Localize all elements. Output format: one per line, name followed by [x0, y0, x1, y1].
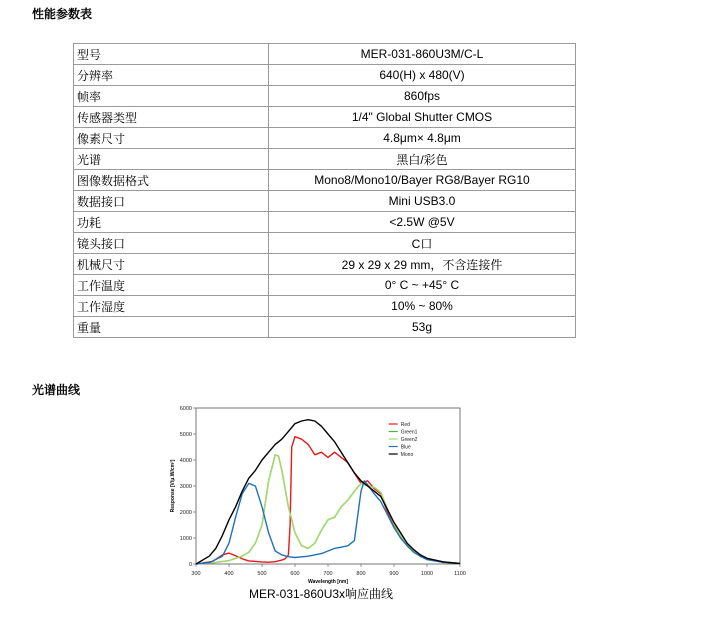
spec-key: 型号	[74, 44, 269, 65]
spec-row	[74, 191, 576, 212]
x-tick-label: 1000	[420, 571, 434, 577]
x-tick-label: 400	[224, 571, 234, 577]
spec-value: 860fps	[269, 86, 576, 107]
y-tick-label: 6000	[179, 406, 192, 412]
spec-key: 重量	[74, 317, 269, 338]
spec-row	[74, 170, 576, 191]
x-tick-label: 700	[323, 571, 333, 577]
spec-key: 分辨率	[74, 65, 269, 86]
spec-key: 工作湿度	[74, 296, 269, 317]
spec-value: Mono8/Mono10/Bayer RG8/Bayer RG10	[269, 170, 576, 191]
x-tick-label: 500	[257, 571, 267, 577]
x-tick-label: 900	[389, 571, 399, 577]
y-tick-label: 0	[188, 562, 192, 568]
spec-value: Mini USB3.0	[269, 191, 576, 212]
spec-row	[74, 65, 576, 86]
legend-label: Red	[400, 421, 410, 428]
spec-row	[74, 212, 576, 233]
plot-frame	[196, 408, 460, 564]
spec-value: 29 x 29 x 29 mm，不含连接件	[269, 254, 576, 275]
spec-row	[74, 233, 576, 254]
spec-value: MER-031-860U3M/C-L	[269, 44, 576, 65]
spectrum-section-title: 光谱曲线	[32, 383, 81, 397]
spec-value: 4.8μm× 4.8μm	[269, 128, 576, 149]
y-tick-label: 5000	[179, 432, 192, 438]
spec-key: 帧率	[74, 86, 269, 107]
spec-row	[74, 254, 576, 275]
spec-value: <2.5W @5V	[269, 212, 576, 233]
legend-label: Green2	[400, 436, 418, 443]
spec-key: 像素尺寸	[74, 128, 269, 149]
spec-key: 传感器类型	[74, 107, 269, 128]
spec-row	[74, 275, 576, 296]
spec-key: 工作温度	[74, 275, 269, 296]
x-tick-label: 600	[290, 571, 300, 577]
legend-label: Green1	[400, 429, 418, 436]
spec-key: 图像数据格式	[74, 170, 269, 191]
x-tick-label: 800	[356, 571, 366, 577]
x-tick-label: 300	[191, 571, 201, 577]
x-axis-label: Wavelength [nm]	[307, 579, 349, 585]
spec-table	[73, 43, 576, 338]
spec-value: 1/4" Global Shutter CMOS	[269, 107, 576, 128]
spec-row	[74, 44, 576, 65]
spectral-response-chart	[160, 398, 470, 585]
spec-value: 53g	[269, 317, 576, 338]
chart-caption: MER-031-860U3x响应曲线	[249, 587, 394, 601]
spec-row	[74, 149, 576, 170]
x-tick-label: 1100	[454, 571, 466, 577]
y-tick-label: 4000	[179, 458, 192, 464]
spec-row	[74, 86, 576, 107]
spec-key: 光谱	[74, 149, 269, 170]
y-tick-label: 1000	[179, 536, 192, 542]
y-tick-label: 3000	[179, 484, 192, 490]
spec-value: 黑白/彩色	[269, 149, 576, 170]
y-axis-label: Response [V/μ.W/cm²]	[170, 459, 176, 513]
spec-key: 机械尺寸	[74, 254, 269, 275]
spec-value: 0° C ~ +45° C	[269, 275, 576, 296]
spec-value: C口	[269, 233, 576, 254]
spec-value: 640(H) x 480(V)	[269, 65, 576, 86]
spec-row	[74, 317, 576, 338]
legend-label: Blue	[400, 444, 411, 451]
spec-row	[74, 296, 576, 317]
spec-key: 功耗	[74, 212, 269, 233]
legend-label: Mono	[400, 451, 414, 458]
spec-row	[74, 107, 576, 128]
spec-row	[74, 128, 576, 149]
spec-value: 10% ~ 80%	[269, 296, 576, 317]
spec-key: 数据接口	[74, 191, 269, 212]
y-tick-label: 2000	[179, 510, 192, 516]
spec-key: 镜头接口	[74, 233, 269, 254]
spec-section-title: 性能参数表	[32, 7, 93, 21]
